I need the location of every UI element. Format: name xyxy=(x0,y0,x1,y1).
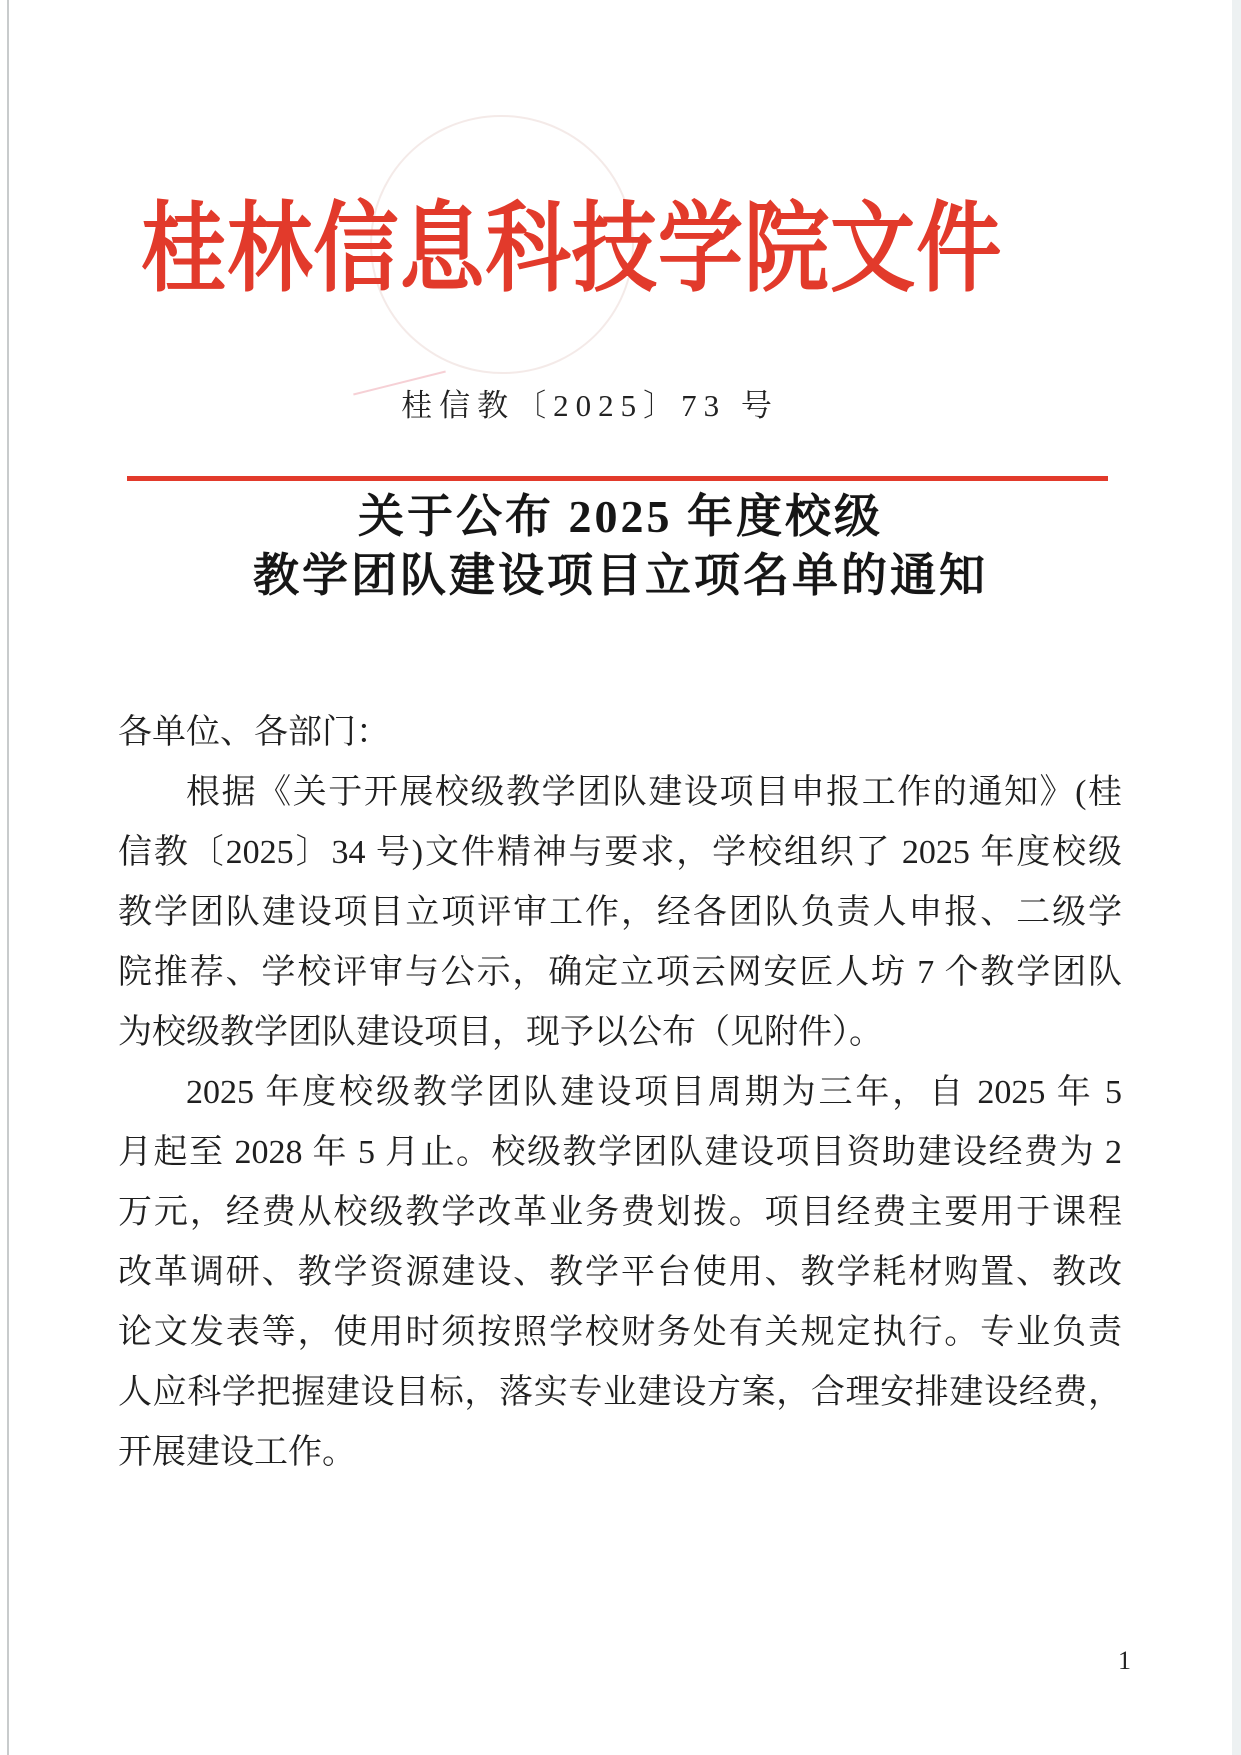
body-line: 人应科学把握建设目标，落实专业建设方案，合理安排建设经费， xyxy=(118,1374,1122,1411)
scan-edge-artifact-left xyxy=(7,0,9,1755)
red-divider xyxy=(127,476,1108,481)
body-line: 信教〔2025〕34 号)文件精神与要求，学校组织了 2025 年度校级 xyxy=(118,834,1122,871)
body-line: 论文发表等，使用时须按照学校财务处有关规定执行。专业负责 xyxy=(118,1314,1122,1351)
notice-title-line2: 教学团队建设项目立项名单的通知 xyxy=(253,550,988,601)
body-line: 根据《关于开展校级教学团队建设项目申报工作的通知》(桂 xyxy=(186,774,1122,811)
page-number: 1 xyxy=(1118,1646,1131,1675)
body-line: 院推荐、学校评审与公示，确定立项云网安匠人坊 7 个教学团队 xyxy=(118,954,1122,991)
body-line: 2025 年度校级教学团队建设项目周期为三年，自 2025 年 5 xyxy=(186,1074,1122,1111)
body-line: 改革调研、教学资源建设、教学平台使用、教学耗材购置、教改 xyxy=(118,1254,1122,1291)
body-line: 开展建设工作。 xyxy=(118,1434,356,1471)
document-body xyxy=(118,703,1122,1483)
body-line: 教学团队建设项目立项评审工作，经各团队负责人申报、二级学 xyxy=(118,894,1122,931)
org-title: 桂林信息科技学院文件 xyxy=(141,196,1003,304)
body-line-salutation: 各单位、各部门： xyxy=(118,714,390,751)
body-line: 月起至 2028 年 5 月止。校级教学团队建设项目资助建设经费为 2 xyxy=(118,1134,1122,1171)
doc-number: 桂信教〔2025〕73 号 xyxy=(401,388,779,423)
scan-edge-artifact-right xyxy=(1232,0,1241,1755)
body-line: 为校级教学团队建设项目，现予以公布（见附件）。 xyxy=(118,1014,883,1051)
notice-title xyxy=(0,487,1241,605)
body-line: 万元，经费从校级教学改革业务费划拨。项目经费主要用于课程 xyxy=(118,1194,1122,1231)
notice-title-line1: 关于公布 2025 年度校级 xyxy=(358,491,883,542)
